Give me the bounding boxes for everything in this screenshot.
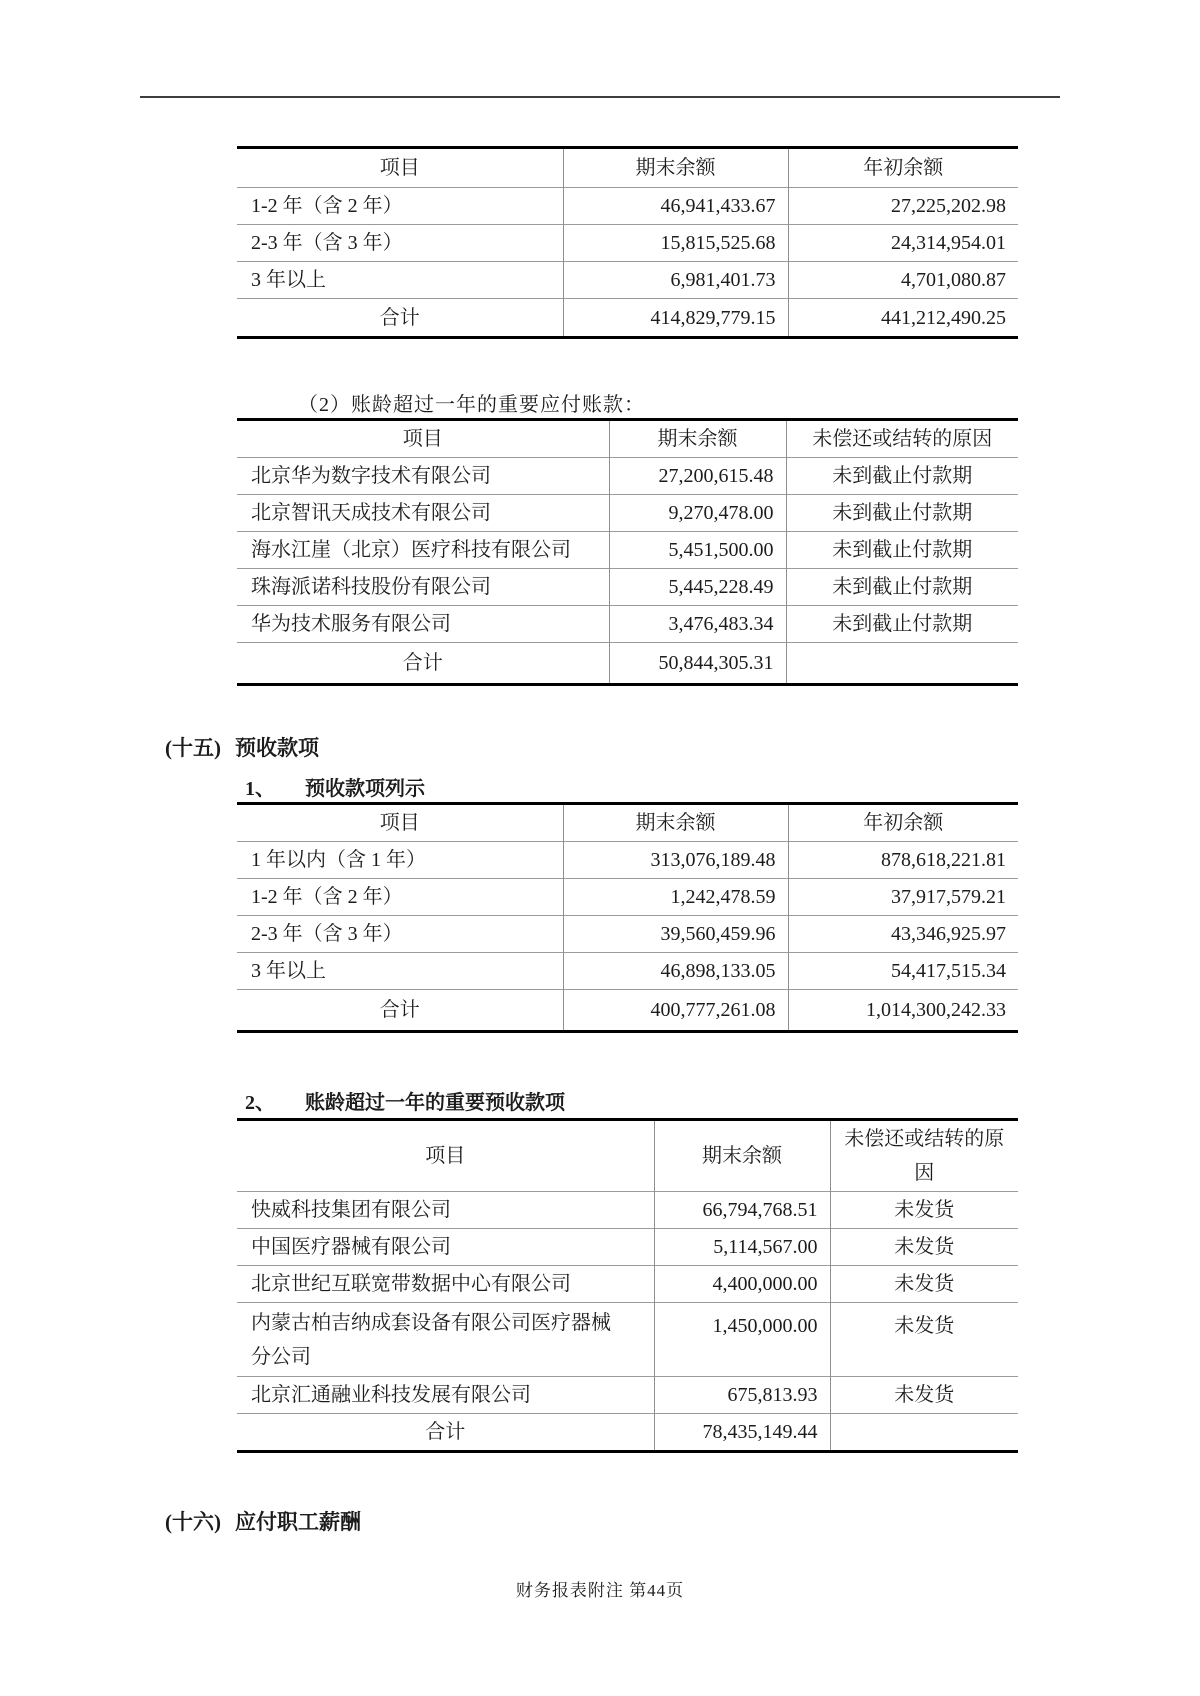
total-reason-cell [830,1414,1018,1452]
total-label: 合计 [237,1414,654,1452]
amount-cell: 313,076,189.48 [563,842,788,879]
section-title: 应付职工薪酬 [235,1510,361,1534]
table-row [237,953,1018,990]
company-cell: 华为技术服务有限公司 [237,606,609,643]
subsection-heading-1 [245,772,425,801]
item-cell: 1 年以内（含 1 年） [237,842,563,879]
reason-cell: 未发货 [830,1192,1018,1229]
amount-cell: 27,200,615.48 [609,458,786,495]
table-row [237,225,1018,262]
column-header: 年初余额 [788,148,1018,188]
section-number: (十五) [165,736,221,760]
amount-cell: 39,560,459.96 [563,916,788,953]
table-row [237,916,1018,953]
item-cell: 3 年以上 [237,953,563,990]
amount-cell: 27,225,202.98 [788,188,1018,225]
reason-cell: 未发货 [830,1229,1018,1266]
total-label: 合计 [237,990,563,1032]
section-heading-15 [165,732,319,762]
item-cell: 1-2 年（含 2 年） [237,879,563,916]
amount-cell: 4,701,080.87 [788,262,1018,299]
reason-cell: 未到截止付款期 [786,458,1018,495]
total-amount: 50,844,305.31 [609,643,786,685]
amount-cell: 5,114,567.00 [654,1229,830,1266]
subsection-heading-important-payables: （2）账龄超过一年的重要应付账款： [298,394,645,416]
amount-cell: 54,417,515.34 [788,953,1018,990]
amount-cell: 878,618,221.81 [788,842,1018,879]
reason-cell: 未到截止付款期 [786,606,1018,643]
company-cell: 北京智讯天成技术有限公司 [237,495,609,532]
total-row [237,643,1018,685]
total-amount: 441,212,490.25 [788,299,1018,338]
table-row [237,1377,1018,1414]
section-title: 预收款项 [235,736,319,760]
table-row [237,569,1018,606]
item-cell: 2-3 年（含 3 年） [237,225,563,262]
advances-aging-table [237,802,1018,1033]
amount-cell: 1,450,000.00 [654,1303,830,1377]
reason-cell: 未到截止付款期 [786,495,1018,532]
table-row [237,262,1018,299]
company-cell: 快威科技集团有限公司 [237,1192,654,1229]
amount-cell: 66,794,768.51 [654,1192,830,1229]
table-row [237,1266,1018,1303]
subsection-title: 账龄超过一年的重要预收款项 [305,1092,565,1114]
column-header: 项目 [379,812,420,834]
amount-cell: 24,314,954.01 [788,225,1018,262]
amount-cell: 5,451,500.00 [609,532,786,569]
amount-cell: 6,981,401.73 [563,262,788,299]
item-cell: 2-3 年（含 3 年） [237,916,563,953]
total-label: 合计 [237,299,563,338]
total-reason-cell [786,643,1018,685]
total-amount: 414,829,779.15 [563,299,788,338]
reason-cell: 未发货 [830,1377,1018,1414]
company-cell: 北京华为数字技术有限公司 [237,458,609,495]
amount-cell: 5,445,228.49 [609,569,786,606]
table-row [237,495,1018,532]
amount-cell: 675,813.93 [654,1377,830,1414]
table-header-row [237,1120,1018,1192]
table-header-row [237,148,1018,188]
column-header: 期末余额 [609,420,786,458]
table-header-row [237,804,1018,842]
reason-cell: 未到截止付款期 [786,532,1018,569]
important-payables-table [237,418,1018,686]
total-row [237,990,1018,1032]
company-cell: 珠海派诺科技股份有限公司 [237,569,609,606]
company-cell: 北京汇通融业科技发展有限公司 [237,1377,654,1414]
table-row [237,188,1018,225]
item-cell: 3 年以上 [237,262,563,299]
reason-cell: 未发货 [830,1303,1018,1377]
amount-cell: 46,898,133.05 [563,953,788,990]
total-amount: 400,777,261.08 [563,990,788,1032]
total-amount: 1,014,300,242.33 [788,990,1018,1032]
table-row [237,1229,1018,1266]
column-header: 项目 [402,428,443,450]
amount-cell: 46,941,433.67 [563,188,788,225]
table-row [237,842,1018,879]
column-header: 期末余额 [563,804,788,842]
subsection-number: 1、 [245,778,275,800]
table-row [237,1192,1018,1229]
total-row [237,1414,1018,1452]
subsection-title: 预收款项列示 [305,778,425,800]
total-label: 合计 [237,643,609,685]
column-header: 年初余额 [788,804,1018,842]
table-row [237,532,1018,569]
section-heading-16 [165,1506,361,1536]
total-amount: 78,435,149.44 [654,1414,830,1452]
column-header: 期末余额 [563,148,788,188]
column-header: 项目 [379,157,420,179]
table-row [237,606,1018,643]
page-footer: 财务报表附注 第44页 [515,1581,685,1600]
table-row [237,879,1018,916]
amount-cell: 4,400,000.00 [654,1266,830,1303]
table-row [237,1303,1018,1377]
important-advances-table [237,1118,1018,1453]
amount-cell: 43,346,925.97 [788,916,1018,953]
company-cell: 北京世纪互联宽带数据中心有限公司 [237,1266,654,1303]
subsection-number: 2、 [245,1092,275,1114]
amount-cell: 3,476,483.34 [609,606,786,643]
column-header: 期末余额 [654,1120,830,1192]
amount-cell: 37,917,579.21 [788,879,1018,916]
item-cell: 1-2 年（含 2 年） [237,188,563,225]
company-cell: 海水江崖（北京）医疗科技有限公司 [237,532,609,569]
header-rule [140,96,1060,98]
table-header-row [237,420,1018,458]
column-header: 未偿还或结转的原因 [786,420,1018,458]
table-row [237,458,1018,495]
reason-cell: 未到截止付款期 [786,569,1018,606]
total-row [237,299,1018,338]
reason-cell: 未发货 [830,1266,1018,1303]
column-header: 项目 [425,1145,466,1167]
payables-aging-table [237,146,1018,339]
company-cell: 中国医疗器械有限公司 [237,1229,654,1266]
section-number: (十六) [165,1510,221,1534]
amount-cell: 15,815,525.68 [563,225,788,262]
amount-cell: 1,242,478.59 [563,879,788,916]
company-cell: 内蒙古柏吉纳成套设备有限公司医疗器械分公司 [237,1303,654,1377]
subsection-heading-2 [245,1086,565,1115]
column-header: 未偿还或结转的原因 [830,1120,1018,1192]
amount-cell: 9,270,478.00 [609,495,786,532]
